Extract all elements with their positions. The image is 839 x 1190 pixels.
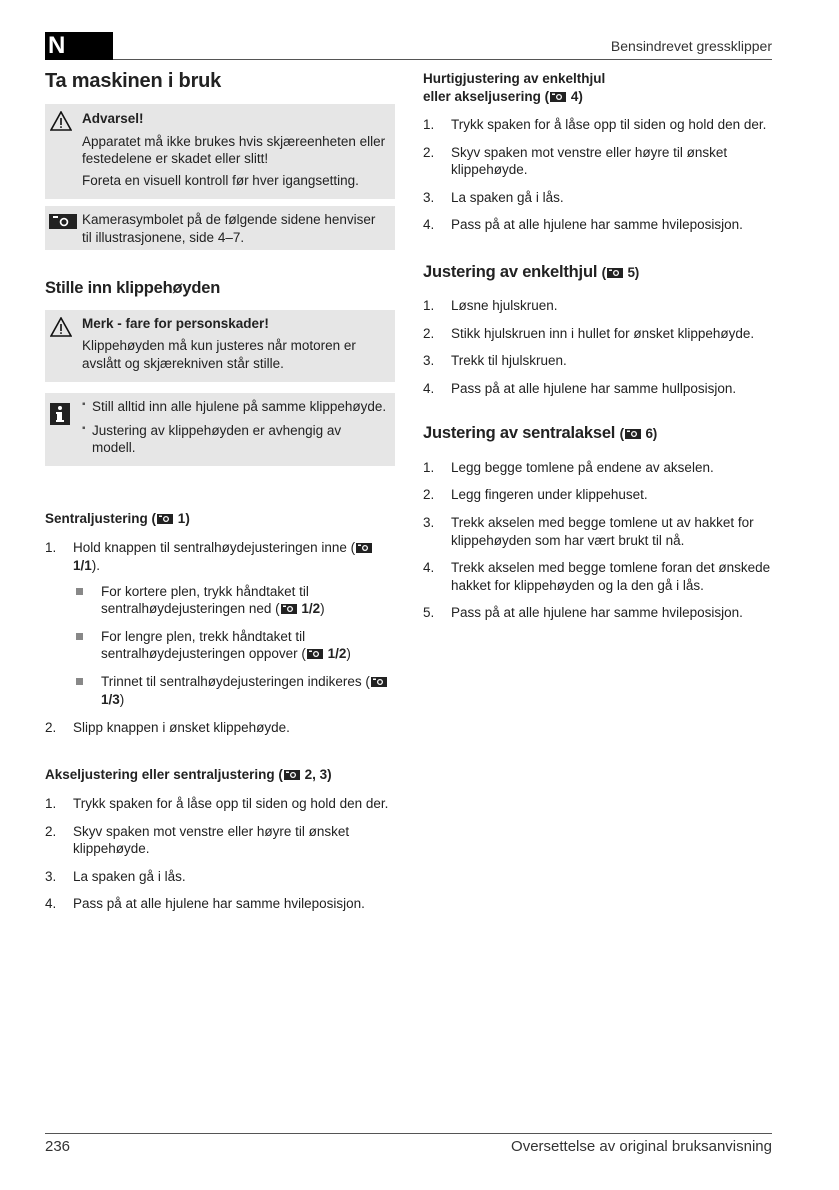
camera-icon xyxy=(281,601,297,619)
list-item: 1. Løsne hjulskruen. xyxy=(423,298,558,314)
central-adjustment-steps xyxy=(45,539,395,737)
camera-icon xyxy=(284,767,300,785)
header-rule xyxy=(113,59,772,60)
warning-triangle-icon xyxy=(50,317,72,342)
camera-icon xyxy=(356,540,372,558)
warning-box xyxy=(45,104,395,199)
language-marker: N xyxy=(45,32,113,60)
central-adjustment-heading: Sentraljustering ( 1) xyxy=(45,510,395,529)
single-wheel-heading: Justering av enkelthjul ( 5) xyxy=(423,262,640,281)
list-item: 1. Trykk spaken for å låse opp til siden og hold den der. xyxy=(45,796,389,812)
warning-label: Advarsel! xyxy=(82,111,144,126)
list-item: 5. Pass på at alle hjulene har samme hvileposisjon. xyxy=(423,605,743,621)
footer-text: Oversettelse av original bruksanvisning xyxy=(511,1138,772,1155)
caution-text: Klippehøyden må kun justeres når motoren er avslått og skjærekniven står stille. xyxy=(82,338,356,371)
right-column xyxy=(423,70,783,632)
info-item: ▪ Justering av klippehøyden er avhengig av modell. xyxy=(82,422,387,457)
list-item: 4. Trekk akselen med begge tomlene foran det ønskede hakket for klippehøyden og la den gå i lås. xyxy=(423,560,771,593)
central-axle-steps xyxy=(423,459,783,622)
camera-note-box xyxy=(45,206,395,250)
quick-adjustment-steps xyxy=(423,116,783,234)
list-item: 4. Pass på at alle hjulene har samme hullposisjon. xyxy=(423,380,737,396)
axle-adjustment-steps xyxy=(45,795,395,913)
list-item: 1. Trykk spaken for å låse opp til siden og hold den der. xyxy=(423,117,767,133)
list-sub-item: For kortere plen, trykk håndtaket til sentralhøydejusteringen ned ( 1/2) xyxy=(73,583,395,619)
camera-icon xyxy=(607,265,623,283)
list-item: 3. Trekk akselen med begge tomlene ut av hakket for klippehøyden som har vært brukt til nå. xyxy=(423,514,754,548)
axle-adjustment-heading: Akseljustering eller sentraljustering ( 2, 3) xyxy=(45,766,395,785)
list-item: 3. Trekk til hjulskruen. xyxy=(423,353,567,369)
list-item: 2. Slipp knappen i ønsket klippehøyde. xyxy=(45,719,290,735)
footer-rule xyxy=(45,1133,772,1134)
list-sub-item: Trinnet til sentralhøydejusteringen indikeres ( 1/3) xyxy=(73,673,395,709)
camera-icon xyxy=(625,426,641,444)
list-item: 4. Pass på at alle hjulene har samme hvileposisjon. xyxy=(45,896,365,912)
list-sub-item: For lengre plen, trekk håndtaket til sentralhøydejusteringen oppover ( 1/2) xyxy=(73,628,395,664)
camera-icon xyxy=(49,214,77,234)
section-heading-cutting-height: Stille inn klippehøyden xyxy=(45,279,221,298)
info-icon xyxy=(50,403,70,430)
warning-text-1: Apparatet må ikke brukes hvis skjæreenheten eller festedelene er skadet eller slitt! xyxy=(82,133,386,167)
list-item: 2. Stikk hjulskruen inn i hullet for ønsket klippehøyde. xyxy=(423,325,755,341)
list-item: 3. La spaken gå i lås. xyxy=(45,868,186,884)
list-item: 2. Skyv spaken mot venstre eller høyre til ønsket klippehøyde. xyxy=(423,144,728,178)
list-item: 3. La spaken gå i lås. xyxy=(423,189,564,205)
page-title: Ta maskinen i bruk xyxy=(45,70,222,92)
caution-box xyxy=(45,310,395,383)
camera-icon xyxy=(157,511,173,529)
page-number: 236 xyxy=(45,1138,71,1155)
warning-triangle-icon xyxy=(50,111,72,136)
caution-label: Merk - fare for personskader! xyxy=(82,315,269,331)
warning-text-2: Foreta en visuell kontroll før hver igangsetting. xyxy=(82,172,359,188)
document-title: Bensindrevet gressklipper xyxy=(610,38,772,54)
info-box xyxy=(45,393,395,466)
info-item: ▪ Still alltid inn alle hjulene på samme klippehøyde. xyxy=(82,398,387,416)
list-item: 1. Legg begge tomlene på endene av akselen. xyxy=(423,459,714,475)
left-column xyxy=(45,68,395,923)
camera-icon xyxy=(550,89,566,107)
central-axle-heading: Justering av sentralaksel ( 6) xyxy=(423,424,658,443)
list-item: 2. Skyv spaken mot venstre eller høyre til ønsket klippehøyde. xyxy=(45,823,350,857)
quick-adjustment-heading: Hurtigjustering av enkelthjul eller akseljusering ( 4) xyxy=(423,70,783,106)
camera-icon xyxy=(371,674,387,692)
list-item: 2. Legg fingeren under klippehuset. xyxy=(423,487,648,503)
camera-note-text: Kamerasymbolet på de følgende sidene henviser til illustrasjonene, side 4–7. xyxy=(82,212,376,245)
list-item: 4. Pass på at alle hjulene har samme hvileposisjon. xyxy=(423,217,743,233)
list-item: 1. Hold knappen til sentralhøydejusteringen inne ( 1/1). For kortere plen, trykk håndtaket til sentralhøydejusteringen ned ( 1/2) For lengre plen, trekk håndtaket til sentralhøydejusteringen oppover ( 1/2) Trinnet til sentralhøydejusteringen indikeres ( 1/3) xyxy=(45,539,395,709)
camera-icon xyxy=(307,646,323,664)
single-wheel-steps xyxy=(423,297,783,397)
